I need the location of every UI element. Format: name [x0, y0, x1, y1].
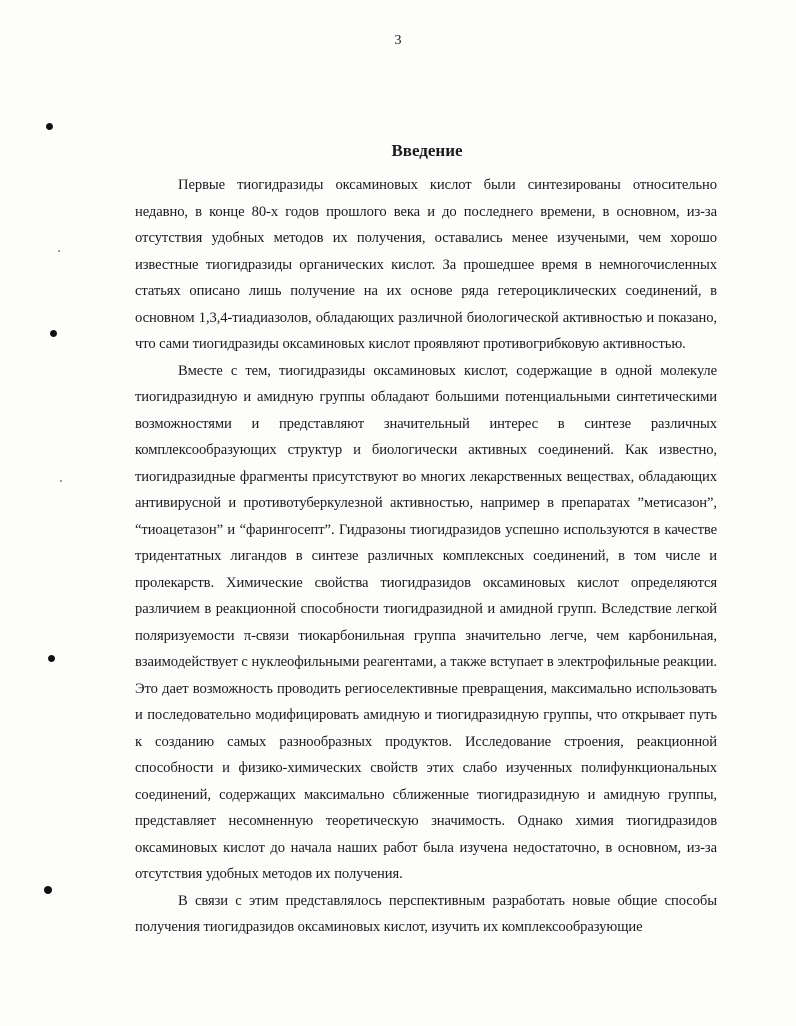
paragraph: В связи с этим представлялось перспективным разработать новые общие способы получения тиогидразидов оксаминовых кислот, изучить их комплексообразующие	[135, 892, 717, 935]
paragraph: Вместе с тем, тиогидразиды оксаминовых кислот, содержащие в одной молекуле тиогидразидную и амидную группы обладают большими потенциальными синтетическими возможностями и представляют значительный интерес в синтезе различных комплексообразующих структур и биологически активных соединений. Как известно, тиогидразидные фрагменты присутствуют во многих лекарственных веществах, обладающих антивирусной и противотуберкулезной активностью, например в препаратах ”метисазон”, “тиоацетазон” и “фарингосепт”. Гидразоны тиогидразидов успешно используются в качестве тридентатных лигандов в синтезе различных комплексных соединений, в том числе и пролекарств. Химические свойства тиогидразидов оксаминовых кислот определяются различием в реакционной способности тиогидразидной и амидной групп. Вследствие легкой поляризуемости π-связи тиокарбонильная группа значительно легче, чем карбонильная, взаимодействует с нуклеофильными реагентами, а также вступает в электрофильные реакции. Это дает возможность проводить региоселективные превращения, максимально использовать и последовательно модифицировать амидную и тиогидразидную группы, что открывает путь к созданию самых разнообразных продуктов. Исследование строения, реакционной способности и физико-химических свойств этих слабо изученных полифункциональных соединений, содержащих максимально сближенные тиогидразидную и амидную группы, представляет несомненную теоретическую значимость. Однако химия тиогидразидов оксаминовых кислот до начала наших работ была изучена недостаточно, в основном, из-за отсутствия удобных методов их получения.	[135, 362, 717, 882]
punch-hole-mark	[44, 886, 52, 894]
punch-hole-mark	[50, 330, 57, 337]
paragraph: Первые тиогидразиды оксаминовых кислот были синтезированы относительно недавно, в конце 80-х годов прошлого века и до последнего времени, в основном, из-за отсутствия удобных методов их получения, оставались менее изучеными, чем хорошо известные тиогидразиды органических кислот. За прошедшее время в немногочисленных статьях описано лишь получение на их основе ряда гетероциклических соединений, в основном 1,3,4-тиадиазолов, обладающих различной биологической активностью и показано, что сами тиогидразиды оксаминовых кислот проявляют противогрибковую активностью.	[135, 177, 717, 352]
punch-hole-mark	[46, 123, 53, 130]
body-text	[135, 172, 717, 941]
section-heading: Введение	[391, 141, 463, 160]
scan-artifact	[60, 480, 62, 482]
page-number: 3	[394, 33, 402, 48]
scan-artifact	[58, 250, 60, 252]
punch-hole-mark	[48, 655, 55, 662]
